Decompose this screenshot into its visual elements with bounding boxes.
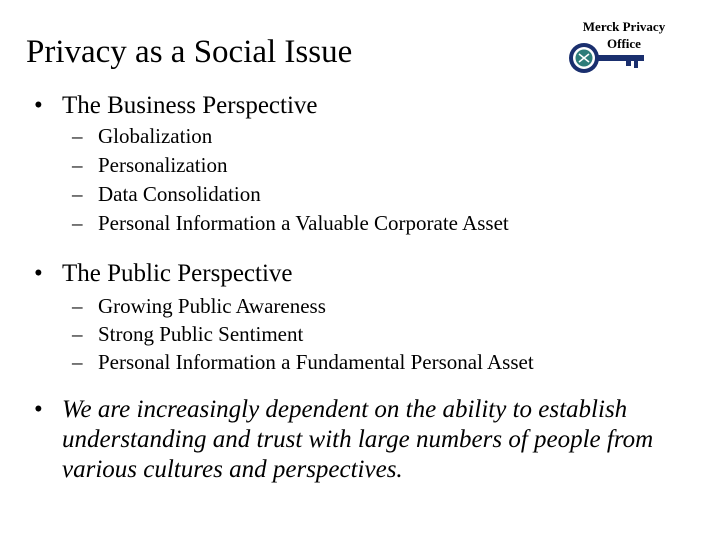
sub-item <box>72 322 303 347</box>
sub-dash: – <box>72 153 83 177</box>
sub-dash: – <box>72 350 83 374</box>
merck-privacy-logo <box>566 18 674 80</box>
key-icon <box>566 38 674 78</box>
sub-dash: – <box>72 294 83 318</box>
bullet-dot: • <box>34 260 43 287</box>
logo-text-line2: Office <box>607 36 641 51</box>
sub-dash: – <box>72 211 83 235</box>
bullet-public-perspective <box>34 260 293 288</box>
sub-item <box>72 211 509 236</box>
sub-item <box>72 124 212 149</box>
logo-text-line1: Merck Privacy <box>582 19 666 34</box>
bullet-dot: • <box>34 396 43 423</box>
bullet-heading: The Public Perspective <box>62 260 293 287</box>
sub-item <box>72 182 261 207</box>
slide-title: Privacy as a Social Issue <box>26 34 353 70</box>
sub-item-text: Personalization <box>98 153 228 177</box>
sub-item <box>72 294 326 319</box>
closing-statement: We are increasingly dependent on the ability to establish understanding and trust with large numbers of people from various cultures and perspectives. <box>62 396 654 483</box>
sub-item <box>72 153 227 178</box>
sub-item <box>72 350 534 375</box>
sub-dash: – <box>72 124 83 148</box>
bullet-heading: The Business Perspective <box>62 92 318 119</box>
sub-item-text: Strong Public Sentiment <box>98 322 304 346</box>
sub-item-text: Growing Public Awareness <box>98 294 326 318</box>
sub-item-text: Data Consolidation <box>98 182 261 206</box>
sub-item-text: Globalization <box>98 124 213 148</box>
sub-item-text: Personal Information a Valuable Corporate Asset <box>98 211 509 235</box>
bullet-business-perspective <box>34 92 318 120</box>
sub-item-text: Personal Information a Fundamental Personal Asset <box>98 350 534 374</box>
bullet-dot: • <box>34 92 43 119</box>
sub-dash: – <box>72 182 83 206</box>
closing-bullet <box>34 395 674 485</box>
sub-dash: – <box>72 322 83 346</box>
